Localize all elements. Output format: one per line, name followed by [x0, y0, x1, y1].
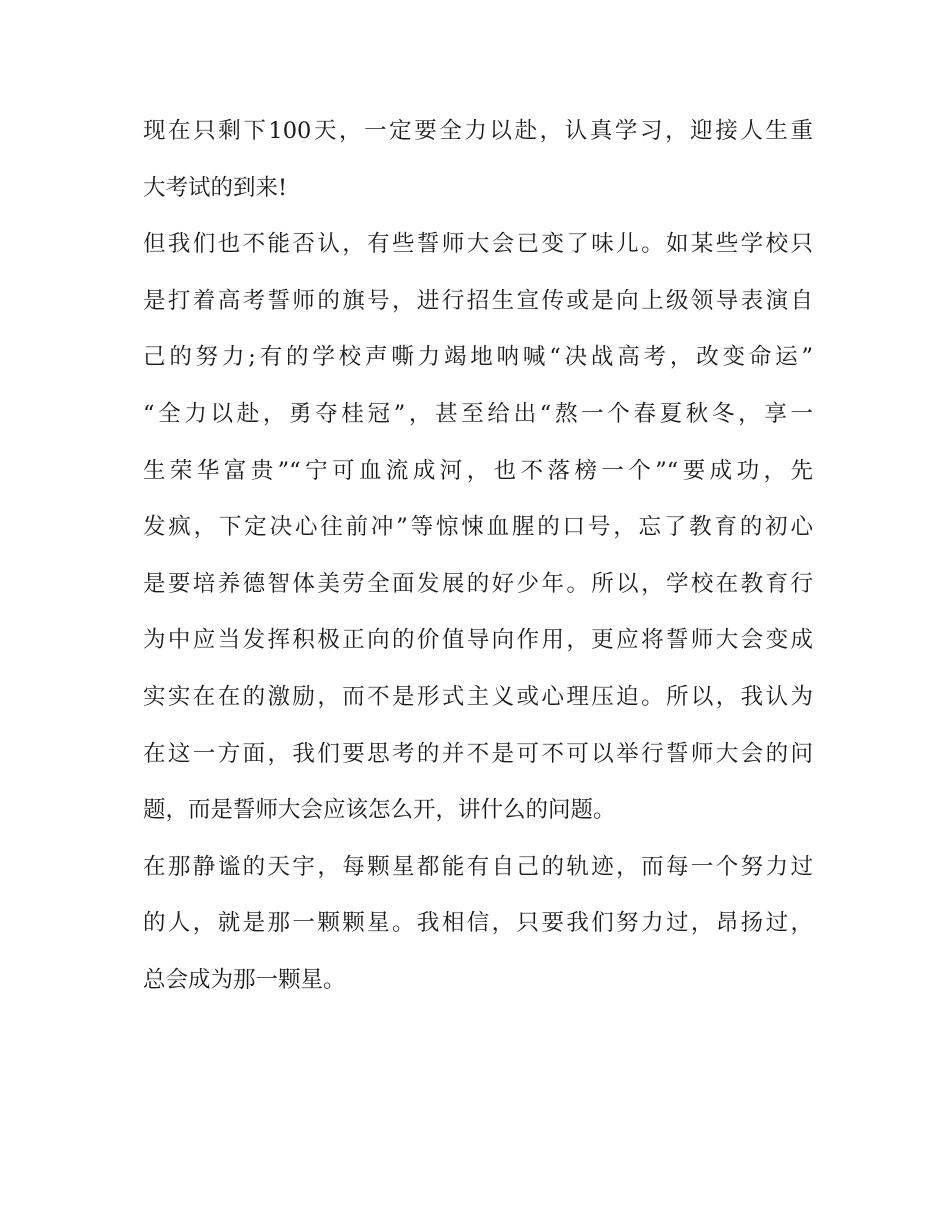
- text-line: 总会成为那一颗星。: [143, 966, 346, 993]
- text-line: 发疯，下定决心往前冲”等惊悚血腥的口号，忘了教育的初心: [143, 514, 813, 541]
- text-line: 是打着高考誓师的旗号，进行招生宣传或是向上级领导表演自: [143, 287, 813, 314]
- text-line: “全力以赴，勇夺桂冠”，甚至给出“熬一个春夏秋冬，享一: [143, 400, 813, 427]
- document-body: [143, 108, 813, 1014]
- text-line: 是要培养德智体美劳全面发展的好少年。所以，学校在教育行: [143, 570, 813, 597]
- text-line: 在这一方面，我们要思考的并不是可不可以举行誓师大会的问: [143, 740, 813, 767]
- text-line: 己的努力;有的学校声嘶力竭地呐喊“决战高考，改变命运”: [143, 344, 813, 371]
- text-line: 大考试的到来!: [143, 174, 288, 201]
- text-line: 生荣华富贵”“宁可血流成河，也不落榜一个”“要成功，先: [143, 457, 813, 484]
- text-line: 为中应当发挥积极正向的价值导向作用，更应将誓师大会变成: [143, 627, 813, 654]
- text-line: 在那静谧的天宇，每颗星都能有自己的轨迹，而每一个努力过: [143, 853, 813, 880]
- text-line: 题，而是誓师大会应该怎么开，讲什么的问题。: [143, 797, 616, 824]
- text-line: 但我们也不能否认，有些誓师大会已变了味儿。如某些学校只: [143, 231, 813, 258]
- text-line: 现在只剩下100天，一定要全力以赴，认真学习，迎接人生重: [143, 118, 813, 144]
- text-line: 的人，就是那一颗颗星。我相信，只要我们努力过，昂扬过，: [143, 910, 813, 937]
- text-line: 实实在在的激励，而不是形式主义或心理压迫。所以，我认为: [143, 683, 813, 710]
